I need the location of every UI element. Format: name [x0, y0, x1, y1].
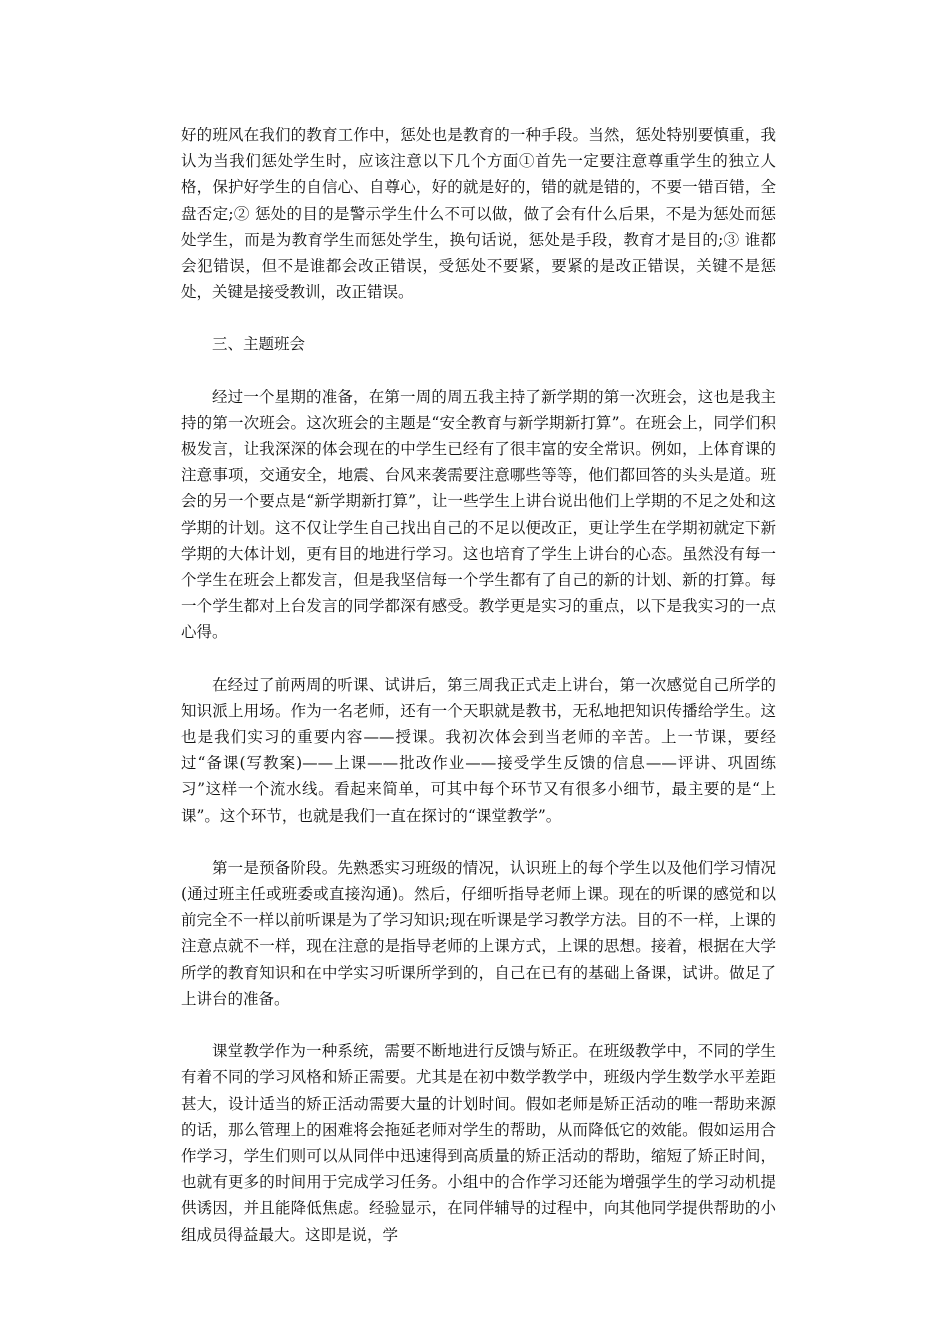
paragraph-class-meeting: 经过一个星期的准备，在第一周的周五我主持了新学期的第一次班会，这也是我主持的第一次班会。这次班会的主题是“安全教育与新学期新打算”。在班会上，同学们积极发言，让我深深的体会现在的中学生已经有了很丰富的安全常识。例如，上体育课的注意事项，交通安全，地震、台风来袭需要注意哪些等等，他们都回答的头头是道。班会的另一个要点是“新学期新打算”，让一些学生上讲台说出他们上学期的不足之处和这学期的计划。这不仅让学生自己找出自己的不足以便改正，更让学生在学期初就定下新学期的大体计划，更有目的地进行学习。这也培育了学生上讲台的心态。虽然没有每一个学生在班会上都发言，但是我坚信每一个学生都有了自己的新的计划、新的打算。每一个学生都对上台发言的同学都深有感受。教学更是实习的重点，以下是我实习的一点心得。: [181, 387, 776, 642]
paragraph-discipline: 好的班风在我们的教育工作中，惩处也是教育的一种手段。当然，惩处特别要慎重，我认为当我们惩处学生时，应该注意以下几个方面①首先一定要注意尊重学生的独立人格，保护好学生的自信心、自尊心，好的就是好的，错的就是错的，不要一错百错，全盘否定;② 惩处的目的是警示学生什么不可以做，做了会有什么后果，不是为惩处而惩处学生，而是为教育学生而惩处学生，换句话说，惩处是手段，教育才是目的;③ 谁都会犯错误，但不是谁都会改正错误，受惩处不要紧，要紧的是改正错误，关键不是惩处，关键是接受教训，改正错误。: [181, 126, 776, 302]
paragraph-feedback: 课堂教学作为一种系统，需要不断地进行反馈与矫正。在班级教学中，不同的学生有着不同的学习风格和矫正需要。尤其是在初中数学教学中，班级内学生数学水平差距甚大，设计适当的矫正活动需要大量的计划时间。假如老师是矫正活动的唯一帮助来源的话，那么管理上的困难将会拖延老师对学生的帮助，从而降低它的效能。假如运用合作学习，学生们则可以从同伴中迅速得到高质量的矫正活动的帮助，缩短了矫正时间，也就有更多的时间用于完成学习任务。小组中的合作学习还能为增强学生的学习动机提供诱因，并且能降低焦虑。经验显示，在同伴辅导的过程中，向其他同学提供帮助的小组成员得益最大。这即是说，学: [181, 1042, 776, 1244]
paragraph-preparation: 第一是预备阶段。先熟悉实习班级的情况，认识班上的每个学生以及他们学习情况(通过班主任或班委或直接沟通)。然后，仔细听指导老师上课。现在的听课的感觉和以前完全不一样以前听课是为了学习知识;现在听课是学习教学方法。目的不一样，上课的注意点就不一样，现在注意的是指导老师的上课方式，上课的思想。接着，根据在大学所学的教育知识和在中学实习听课所学到的，自己在已有的基础上备课，试讲。做足了上讲台的准备。: [181, 858, 776, 1008]
paragraph-spacer: [181, 305, 776, 331]
paragraph-spacer: [181, 1012, 776, 1038]
paragraph-teaching: 在经过了前两周的听课、试讲后，第三周我正式走上讲台，第一次感觉自己所学的知识派上用场。作为一名老师，还有一个天职就是教书，无私地把知识传播给学生。这也是我们实习的重要内容——授课。我初次体会到当老师的辛苦。上一节课，要经过“备课(写教案)——上课——批改作业——接受学生反馈的信息——评讲、巩固练习”这样一个流水线。看起来简单，可其中每个环节又有很多小细节，最主要的是“上课”。这个环节，也就是我们一直在探讨的“课堂教学”。: [181, 675, 776, 825]
section-heading: 三、主题班会: [212, 335, 306, 354]
paragraph-spacer: [181, 646, 776, 672]
paragraph-spacer: [181, 358, 776, 384]
paragraph-spacer: [181, 829, 776, 855]
document-page: [181, 122, 776, 1248]
